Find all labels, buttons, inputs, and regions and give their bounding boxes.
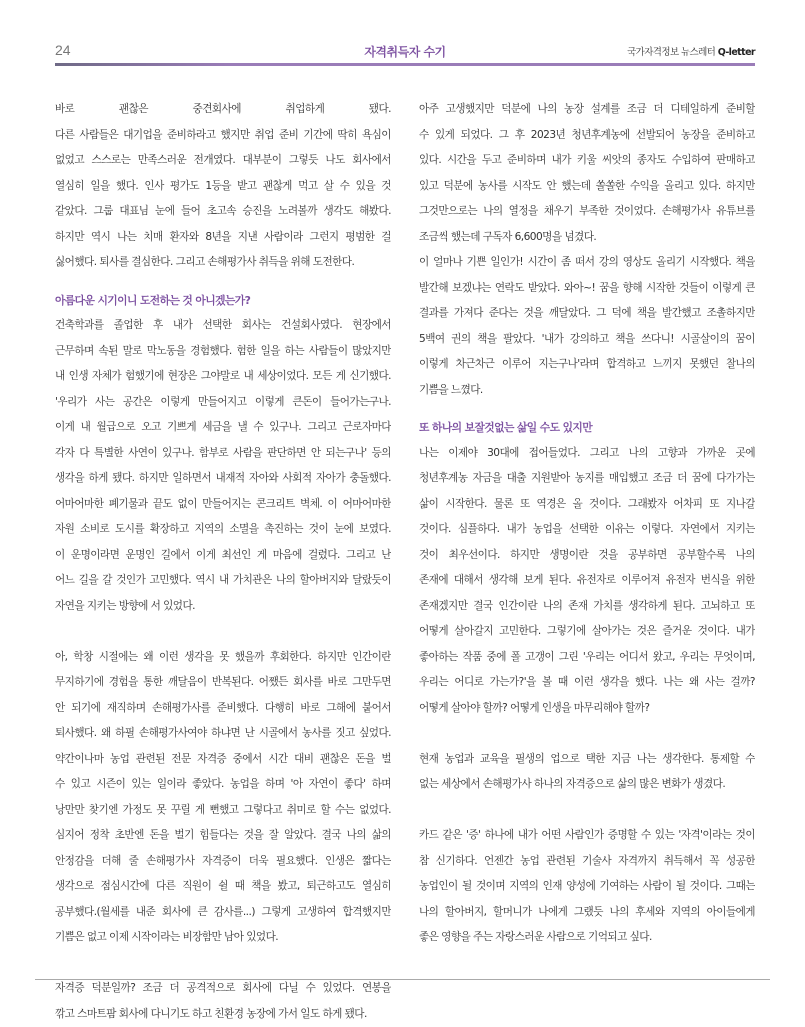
- text-line: 근무하며 속된 말로 막노동을 경험했다. 험한 일을 하는 사람들이 많았지만: [55, 339, 391, 365]
- text-line: 자연을 지키는 방향에 서 있었다.: [55, 594, 391, 620]
- left-paragraph-4: [55, 976, 391, 1027]
- text-line: 싫어했다. 퇴사를 결심한다. 그리고 손해평가사 취득을 위해 도전한다.: [55, 250, 391, 276]
- text-line: 안 되기에 재직하며 손해평가사를 준비했다. 다행히 바로 그해에 붙어서: [55, 696, 391, 722]
- paragraph-gap: [55, 951, 391, 977]
- page-header: [55, 40, 755, 62]
- text-line: 있다. 시간을 두고 준비하며 내가 키울 씨앗의 종자도 수입하여 판매하고: [419, 148, 755, 174]
- paragraph-gap: [419, 798, 755, 824]
- text-line: 삶이 시작한다. 물론 또 역경은 올 것이다. 그래봤자 어차피 또 지나갈: [419, 492, 755, 518]
- text-line: 것이 최우선이다. 하지만 생명이란 것을 공부하면 공부할수록 나의: [419, 543, 755, 569]
- text-line: 약간이나마 농업 관련된 전문 자격증 중에서 시간 대비 괜찮은 돈을 벌: [55, 747, 391, 773]
- text-line: 자격증 덕분일까? 조금 더 공격적으로 회사에 다닐 수 있었다. 연봉을: [55, 976, 391, 1002]
- text-line: 수 있게 되었다. 그 후 2023년 청년후계농에 선발되어 농장을 준비하고: [419, 123, 755, 149]
- text-line: 생각으로 점심시간에 다른 직원이 쉴 때 책을 봤고, 퇴근하고도 열심히: [55, 874, 391, 900]
- text-line: 퇴사했다. 왜 하필 손해평가사여야 하냐면 난 시골에서 농사를 짓고 싶었다.: [55, 721, 391, 747]
- text-line: 기쁨은 없고 이제 시작이라는 비장함만 남아 있었다.: [55, 925, 391, 951]
- paragraph-gap: [419, 403, 755, 415]
- text-line: 현재 농업과 교육을 필생의 업으로 택한 지금 나는 생각한다. 통제할 수: [419, 747, 755, 773]
- text-line: 안정감을 더해 줄 손해평가사 자격증이 더욱 필요했다. 인생은 짧다는: [55, 849, 391, 875]
- right-subheading: 또 하나의 보잘것없는 삶일 수도 있지만: [419, 415, 755, 441]
- text-line: 이게 내 월급으로 오고 기쁘게 세금을 낼 수 있구나. 그리고 근로자마다: [55, 415, 391, 441]
- text-line: 결과를 가져다 준다는 것을 깨달았다. 그 덕에 책을 발간했고 조촐하지만: [419, 301, 755, 327]
- left-paragraph-1: [55, 97, 391, 276]
- text-line: 자원 소비로 도시를 확장하고 지역의 소멸을 촉진하는 것이 눈에 보였다.: [55, 517, 391, 543]
- right-paragraph-3: [419, 441, 755, 722]
- text-line: 어떻게 살아갈지 고민한다. 그렇기에 살아가는 것은 즐거운 것이다. 내가: [419, 619, 755, 645]
- text-line: 각자 다 특별한 사연이 있구나. 함부로 사람을 판단하면 안 되는구나' 등의: [55, 441, 391, 467]
- text-line: 좋은 영향을 주는 자랑스러운 사람으로 기억되고 싶다.: [419, 925, 755, 951]
- text-line: 것이다. 심플하다. 내가 농업을 선택한 이유는 이렇다. 자연에서 지키는: [419, 517, 755, 543]
- text-line: 존재에 대해서 생각해 보게 된다. 유전자로 이루어져 유전자 번식을 위한: [419, 568, 755, 594]
- text-line: 기쁨을 느꼈다.: [419, 378, 755, 404]
- text-line: 존재겠지만 결국 인간이란 나의 존재 가치를 생각하게 된다. 고뇌하고 또: [419, 594, 755, 620]
- text-line: 수 있고 시즌이 있는 일이라 좋았다. 농업을 하며 '아 자연이 좋다' 하며: [55, 772, 391, 798]
- newsletter-name: [627, 44, 755, 58]
- text-line: 그것만으로는 나의 열정을 채우기 부족한 것이었다. 손해평가사 유튜브를: [419, 199, 755, 225]
- right-paragraph-4: [419, 747, 755, 798]
- newsletter-brand: Q-letter: [718, 47, 755, 58]
- left-paragraph-2: [55, 313, 391, 619]
- text-line: 5백여 권의 책을 팔았다. '내가 강의하고 책을 쓰다니! 시골살이의 꿈이: [419, 327, 755, 353]
- text-line: 열심히 일을 했다. 인사 평가도 1등을 받고 괜찮게 먹고 살 수 있을 것: [55, 174, 391, 200]
- text-line: 좋아하는 작품 중에 폴 고갱이 그린 '우리는 어디서 왔고, 우리는 무엇이며,: [419, 645, 755, 671]
- left-subheading: 아름다운 시기이니 도전하는 것 아니겠는가?: [55, 288, 391, 314]
- left-column: [55, 97, 391, 1027]
- text-line: '우리가 사는 공간은 이렇게 만들어지고 이렇게 큰돈이 들어가는구나.: [55, 390, 391, 416]
- text-line: 우리는 어디로 가는가?'을 볼 때 이런 생각을 했다. 나는 왜 사는 걸까?: [419, 670, 755, 696]
- footer-rule: [35, 979, 770, 980]
- text-line: 깎고 스마트팜 회사에 다니기도 하고 친환경 농장에 가서 일도 하게 됐다.: [55, 1002, 391, 1027]
- text-line: 아, 학창 시절에는 왜 이런 생각을 못 했을까 후회한다. 하지만 인간이란: [55, 645, 391, 671]
- text-line: 조금씩 했는데 구독자 6,600명을 넘겼다.: [419, 225, 755, 251]
- text-line: 같았다. 그룹 대표님 눈에 들어 초고속 승진을 노려볼까 생각도 해봤다.: [55, 199, 391, 225]
- text-line: 공부했다.(월세를 내준 회사에 큰 감사를...) 그렇게 고생하여 합격했지만: [55, 900, 391, 926]
- text-line: 생각을 하게 됐다. 하지만 일하면서 내재적 자아와 사회적 자아가 충돌했다.: [55, 466, 391, 492]
- text-line: 심지어 정착 초반엔 돈을 벌기 힘들다는 것을 잘 알았다. 결국 나의 삶의: [55, 823, 391, 849]
- right-paragraph-2: [419, 250, 755, 403]
- section-title: 자격취득자 수기: [55, 43, 755, 60]
- paragraph-gap: [419, 721, 755, 747]
- text-line: 아주 고생했지만 덕분에 나의 농장 설계를 조금 더 디테일하게 준비할: [419, 97, 755, 123]
- text-line: 없었고 스스로는 만족스러운 전개였다. 대부분이 그렇듯 나도 회사에서: [55, 148, 391, 174]
- text-line: 이 얼마나 기쁜 일인가! 시간이 좀 떠서 강의 영상도 올리기 시작했다. 책을: [419, 250, 755, 276]
- text-line: 무지하기에 경험을 통한 깨달음이 반복된다. 어쨌든 회사를 바로 그만두면: [55, 670, 391, 696]
- right-column: [419, 97, 755, 951]
- text-line: 낭만만 찾기엔 가정도 못 꾸릴 게 뻔했고 그렇다고 취미로 할 수는 없었다.: [55, 798, 391, 824]
- text-line: 농업인이 될 것이며 지역의 인재 양성에 기여하는 사람이 될 것이다. 그때는: [419, 874, 755, 900]
- page-number: 24: [55, 42, 71, 58]
- newsletter-prefix: 국가자격정보 뉴스레터: [627, 47, 718, 58]
- right-paragraph-1: [419, 97, 755, 250]
- text-line: 참 신기하다. 언젠간 농업 관련된 기술사 자격까지 취득해서 꼭 성공한: [419, 849, 755, 875]
- right-paragraph-5: [419, 823, 755, 951]
- text-line: 어마어마한 폐기물과 끝도 없이 만들어지는 콘크리트 벽체. 이 어마어마한: [55, 492, 391, 518]
- text-line: 다른 사람들은 대기업을 준비하라고 했지만 취업 준비 기간에 딱히 욕심이: [55, 123, 391, 149]
- text-line: 이 운명이라면 운명인 길에서 이게 최선인 게 마음에 걸렸다. 그리고 난: [55, 543, 391, 569]
- text-line: 이렇게 차근차근 이루어 지는구나'라며 합격하고 느끼지 못했던 찰나의: [419, 352, 755, 378]
- text-line: 없는 세상에서 손해평가사 하나의 자격증으로 삶의 많은 변화가 생겼다.: [419, 772, 755, 798]
- text-line: 나는 이제야 30대에 접어들었다. 그리고 나의 고향과 가까운 곳에: [419, 441, 755, 467]
- text-line: 하지만 역시 나는 치매 환자와 8년을 지낸 사람이라 그런지 평범한 걸: [55, 225, 391, 251]
- text-line: 청년후계농 자금을 대출 지원받아 농지를 매입했고 조금 더 꿈에 다가가는: [419, 466, 755, 492]
- text-line: 있고 덕분에 농사를 시작도 안 했는데 쏠쏠한 수익을 올리고 있다. 하지만: [419, 174, 755, 200]
- text-line: 어떻게 살아야 할까? 어떻게 인생을 마무리해야 할까?: [419, 696, 755, 722]
- header-rule: [55, 63, 755, 66]
- left-paragraph-3: [55, 645, 391, 951]
- paragraph-gap: [55, 276, 391, 288]
- text-line: 발간해 보겠냐는 연락도 받았다. 와아~! 꿈을 향해 시작한 것들이 이렇게 큰: [419, 276, 755, 302]
- text-line: 바로 괜찮은 중견회사에 취업하게 됐다.: [55, 97, 391, 123]
- text-line: 나의 할아버지, 할머니가 나에게 그랬듯 나의 후세와 지역의 아이들에게: [419, 900, 755, 926]
- paragraph-gap: [55, 619, 391, 645]
- text-line: 카드 같은 '증' 하나에 내가 어떤 사람인가 증명할 수 있는 '자격'이라는 것이: [419, 823, 755, 849]
- text-line: 어느 길을 갈 것인가 고민했다. 역시 내 가치관은 나의 할아버지와 달랐듯이: [55, 568, 391, 594]
- text-line: 내 인생 자체가 험했기에 현장은 그야말로 내 세상이었다. 모든 게 신기했다.: [55, 364, 391, 390]
- text-line: 건축학과를 졸업한 후 내가 선택한 회사는 건설회사였다. 현장에서: [55, 313, 391, 339]
